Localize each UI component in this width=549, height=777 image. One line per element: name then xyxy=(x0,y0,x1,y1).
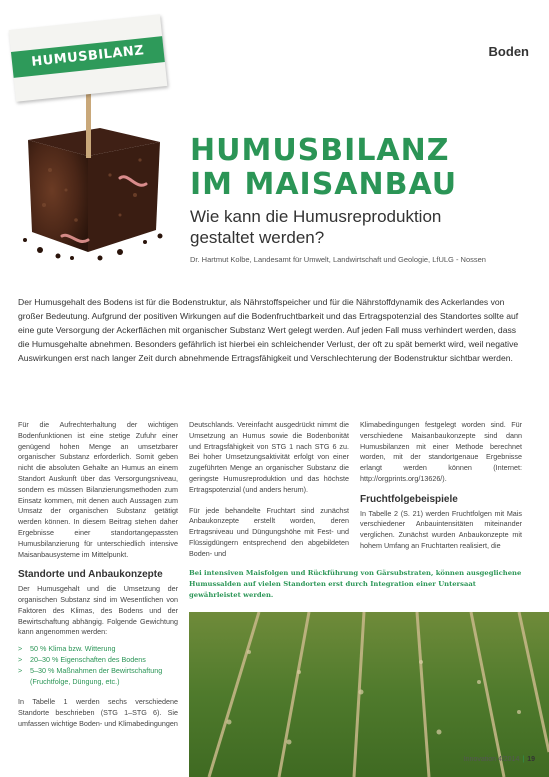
list-item: > 20–30 % Eigenschaften des Bodens xyxy=(18,655,178,666)
sign-stick xyxy=(86,88,91,158)
article-title xyxy=(190,134,457,202)
page-number: 19 xyxy=(527,756,535,763)
magazine-issue: Innovation 4/2014 xyxy=(463,756,520,763)
column-3-paragraph-2: In Tabelle 2 (S. 21) werden Fruchtfolgen mit Mais verschiedener Anbauintensitäten miteinander verglichen. Zunächst wurden Anbaukonzepte mit hohem Umfang an Fruchtarten realisiert, die xyxy=(360,508,522,550)
hero-image xyxy=(0,0,175,270)
article-subtitle: Wie kann die Humusreproduktion gestaltet werden? xyxy=(190,207,442,247)
weighting-list xyxy=(18,644,178,687)
column-1-paragraph-1: Für die Aufrechterhaltung der wichtigen Bodenfunktionen ist eine stetige Zufuhr einer genügend hohen Menge an umsetzbarer organischer Substanz erforderlich. Somit geben nicht die absoluten Gehalte an Humus an einem Standort Auskunft über das Versorgungsniveau, sondern es müssen Bilanzierungsmethoden zum Einsatz kommen, mit denen auch Aussagen zum Umsatz der organischen Substanz getätigt werden können. In diesem Beitrag stehen daher Ergebnisse einer standortangepassten Humusbilanzierung für unterschiedlich intensive Maisanbausysteme im Mittelpunkt. xyxy=(18,420,178,559)
field-stubble-photo xyxy=(189,612,549,777)
title-line-2: IM MAISANBAU xyxy=(190,167,458,202)
author-line: Dr. Hartmut Kolbe, Landesamt für Umwelt, Landwirtschaft und Geologie, LfULG - Nossen xyxy=(190,255,486,264)
heading-fruchtfolge: Fruchtfolgebeispiele xyxy=(360,493,458,505)
list-item: > 50 % Klima bzw. Witterung xyxy=(18,644,178,655)
section-label: Boden xyxy=(488,44,529,59)
column-2 xyxy=(189,420,349,570)
column-2-paragraph-2: Für jede behandelte Fruchtart sind zunächst Anbaukonzepte erstellt worden, deren Ertragsniveau und Düngungshöhe mit Fest- und Flüssigdüngern entsprechend den abgebildeten Boden- und xyxy=(189,505,349,558)
title-line-1: HUMUSBILANZ xyxy=(190,133,450,168)
heading-standorte: Standorte und Anbaukonzepte xyxy=(18,569,163,581)
column-3-paragraph-1: Klimabedingungen festgelegt worden sind. Für verschiedene Maisanbaukonzepte sind dann Humusbilanzen mit einer Methode berechnet worden, mit der standortgenaue Ergebnisse erlangt werden können (Internet: http://orgprints.org/13626/). xyxy=(360,420,522,483)
photo-caption: Bei intensiven Maisfolgen und Rückführung von Gärsubstraten, können ausgeglichene Humussalden auf vielen Standorten erst durch Integration einer Untersaat gewährleistet werden. xyxy=(189,569,522,599)
column-3 xyxy=(360,420,522,562)
column-1-paragraph-2: Der Humusgehalt und die Umsetzung der organischen Substanz sind im Wesentlichen von Faktoren des Klimas, des Bodens und der Bewirtschaftung abhängig. Folgende Gewichtung kann angenommen werden: xyxy=(18,584,178,637)
list-item: > 5–30 % Maßnahmen der Bewirtschaftung (Fruchtfolge, Düngung, etc.) xyxy=(18,666,178,688)
column-1-paragraph-3: In Tabelle 1 werden sechs verschiedene Standorte beschrieben (STG 1–STG 6). Sie umfassen wichtige Boden- und Klimabedingungen xyxy=(18,697,178,728)
sign-text: HUMUSBILANZ xyxy=(30,43,145,70)
footer-separator: | xyxy=(522,756,525,763)
field-photo xyxy=(189,612,549,777)
page-footer xyxy=(464,756,535,763)
column-1 xyxy=(18,420,178,740)
column-2-paragraph-1: Deutschlands. Vereinfacht ausgedrückt nimmt die Umsetzung an Humus sowie die Bodenbonität und Ertragsfähigkeit von STG 1 nach STG 6 zu. Bei hoher Umsetzungsaktivität erfolgt von einer zugeführten Menge an organischer Substanz die geringste Humusreproduktion und das höchste Ertragspotenzial (und anders herum). xyxy=(189,420,349,494)
lead-paragraph: Der Humusgehalt des Bodens ist für die Bodenstruktur, als Nährstoffspeicher und für die Nährstoffdynamik des Ackerlandes von großer Bedeutung. Aufgrund der positiven Wirkungen auf die Bodenfruchtbarkeit und das Ertragspotenzial des Standortes sollte auf eine gute Versorgung der Ackerflächen mit organischer Substanz Wert gelegt werden. Auf jeden Fall muss verhindert werden, dass die Humusgehalte abnehmen. Besonders gefährlich ist hierbei ein schleichender Verlust, der oft zu spät bemerkt wird, weil negative Auswirkungen erst nach langer Zeit durch abnehmende Ertragsfähigkeit und Verschlechterung der Bodenstruktur sichtbar werden. xyxy=(18,297,519,363)
